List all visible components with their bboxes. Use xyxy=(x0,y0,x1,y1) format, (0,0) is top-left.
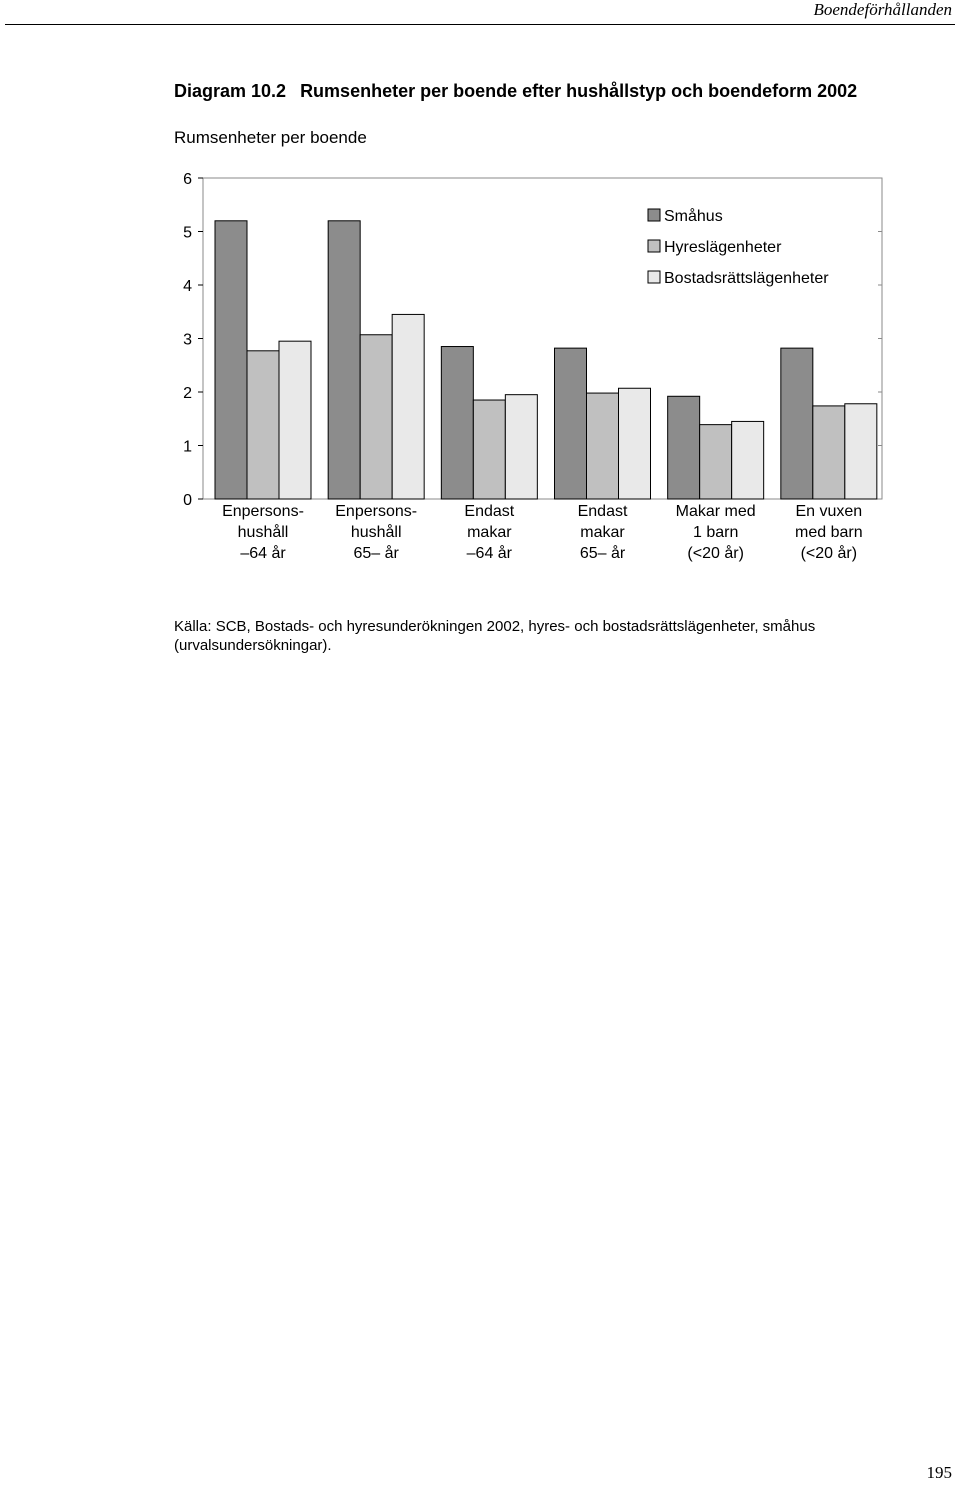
figure-label: Diagram 10.2 xyxy=(174,81,287,101)
category-label: –64 år xyxy=(240,545,286,562)
bar-2-6 xyxy=(813,406,845,499)
category-label: makar xyxy=(580,524,625,541)
bar-3-2 xyxy=(392,314,424,499)
running-header: Boendeförhållanden xyxy=(813,0,952,19)
source-note: Källa: SCB, Bostads- och hyresunderökningen 2002, hyres- och bostadsrättslägenheter, småhus (urvalsundersökningar). xyxy=(174,618,816,654)
category-label: Endast xyxy=(464,503,515,520)
bar-3-4 xyxy=(619,388,651,499)
legend-swatch xyxy=(648,209,660,221)
y-tick-label: 4 xyxy=(183,278,192,295)
legend-label: Småhus xyxy=(664,208,723,225)
bar-2-4 xyxy=(587,393,619,499)
category-label: Enpersons- xyxy=(335,503,418,520)
category-label: hushåll xyxy=(237,524,289,541)
y-tick-label: 1 xyxy=(183,438,192,456)
y-tick-label: 5 xyxy=(183,224,192,242)
category-label: En vuxen xyxy=(795,503,863,520)
category-label: med barn xyxy=(795,524,863,541)
y-axis-title: Rumsenheter per boende xyxy=(174,128,367,147)
category-label: 65– år xyxy=(579,545,626,562)
bar-2-1 xyxy=(247,351,279,499)
bar-1-2 xyxy=(328,221,360,499)
legend-label: Bostadsrättslägenheter xyxy=(664,270,829,287)
y-tick-label: 6 xyxy=(183,171,192,188)
bar-3-1 xyxy=(279,341,311,499)
bar-2-2 xyxy=(360,335,392,499)
y-tick-label: 0 xyxy=(183,492,192,509)
category-label: hushåll xyxy=(350,524,402,541)
bar-1-1 xyxy=(215,221,247,499)
bar-3-6 xyxy=(845,404,877,499)
legend-label: Hyreslägenheter xyxy=(664,239,782,256)
bar-chart xyxy=(0,0,960,600)
bar-2-5 xyxy=(700,425,732,499)
figure-title-text: Rumsenheter per boende efter hushållstyp och boendeform 2002 xyxy=(300,81,858,101)
y-tick-label: 2 xyxy=(183,385,192,402)
bar-1-4 xyxy=(555,348,587,499)
bar-2-3 xyxy=(473,400,505,499)
bar-3-5 xyxy=(732,421,764,499)
bar-1-3 xyxy=(441,347,473,499)
category-label: 1 barn xyxy=(692,524,739,541)
legend-swatch xyxy=(648,240,660,252)
category-label: Enpersons- xyxy=(222,503,304,520)
category-label: –64 år xyxy=(466,545,513,562)
bar-1-5 xyxy=(668,396,700,499)
legend-swatch xyxy=(648,271,660,283)
y-tick-label: 3 xyxy=(183,331,192,349)
bar-3-3 xyxy=(505,395,537,499)
category-label: Endast xyxy=(577,503,628,520)
page-number: 195 xyxy=(926,1463,952,1482)
category-label: makar xyxy=(467,524,512,541)
category-label: (<20 år) xyxy=(800,545,858,562)
bar-1-6 xyxy=(781,348,813,499)
category-label: (<20 år) xyxy=(687,545,744,562)
category-label: 65– år xyxy=(353,545,399,562)
category-label: Makar med xyxy=(675,503,756,520)
